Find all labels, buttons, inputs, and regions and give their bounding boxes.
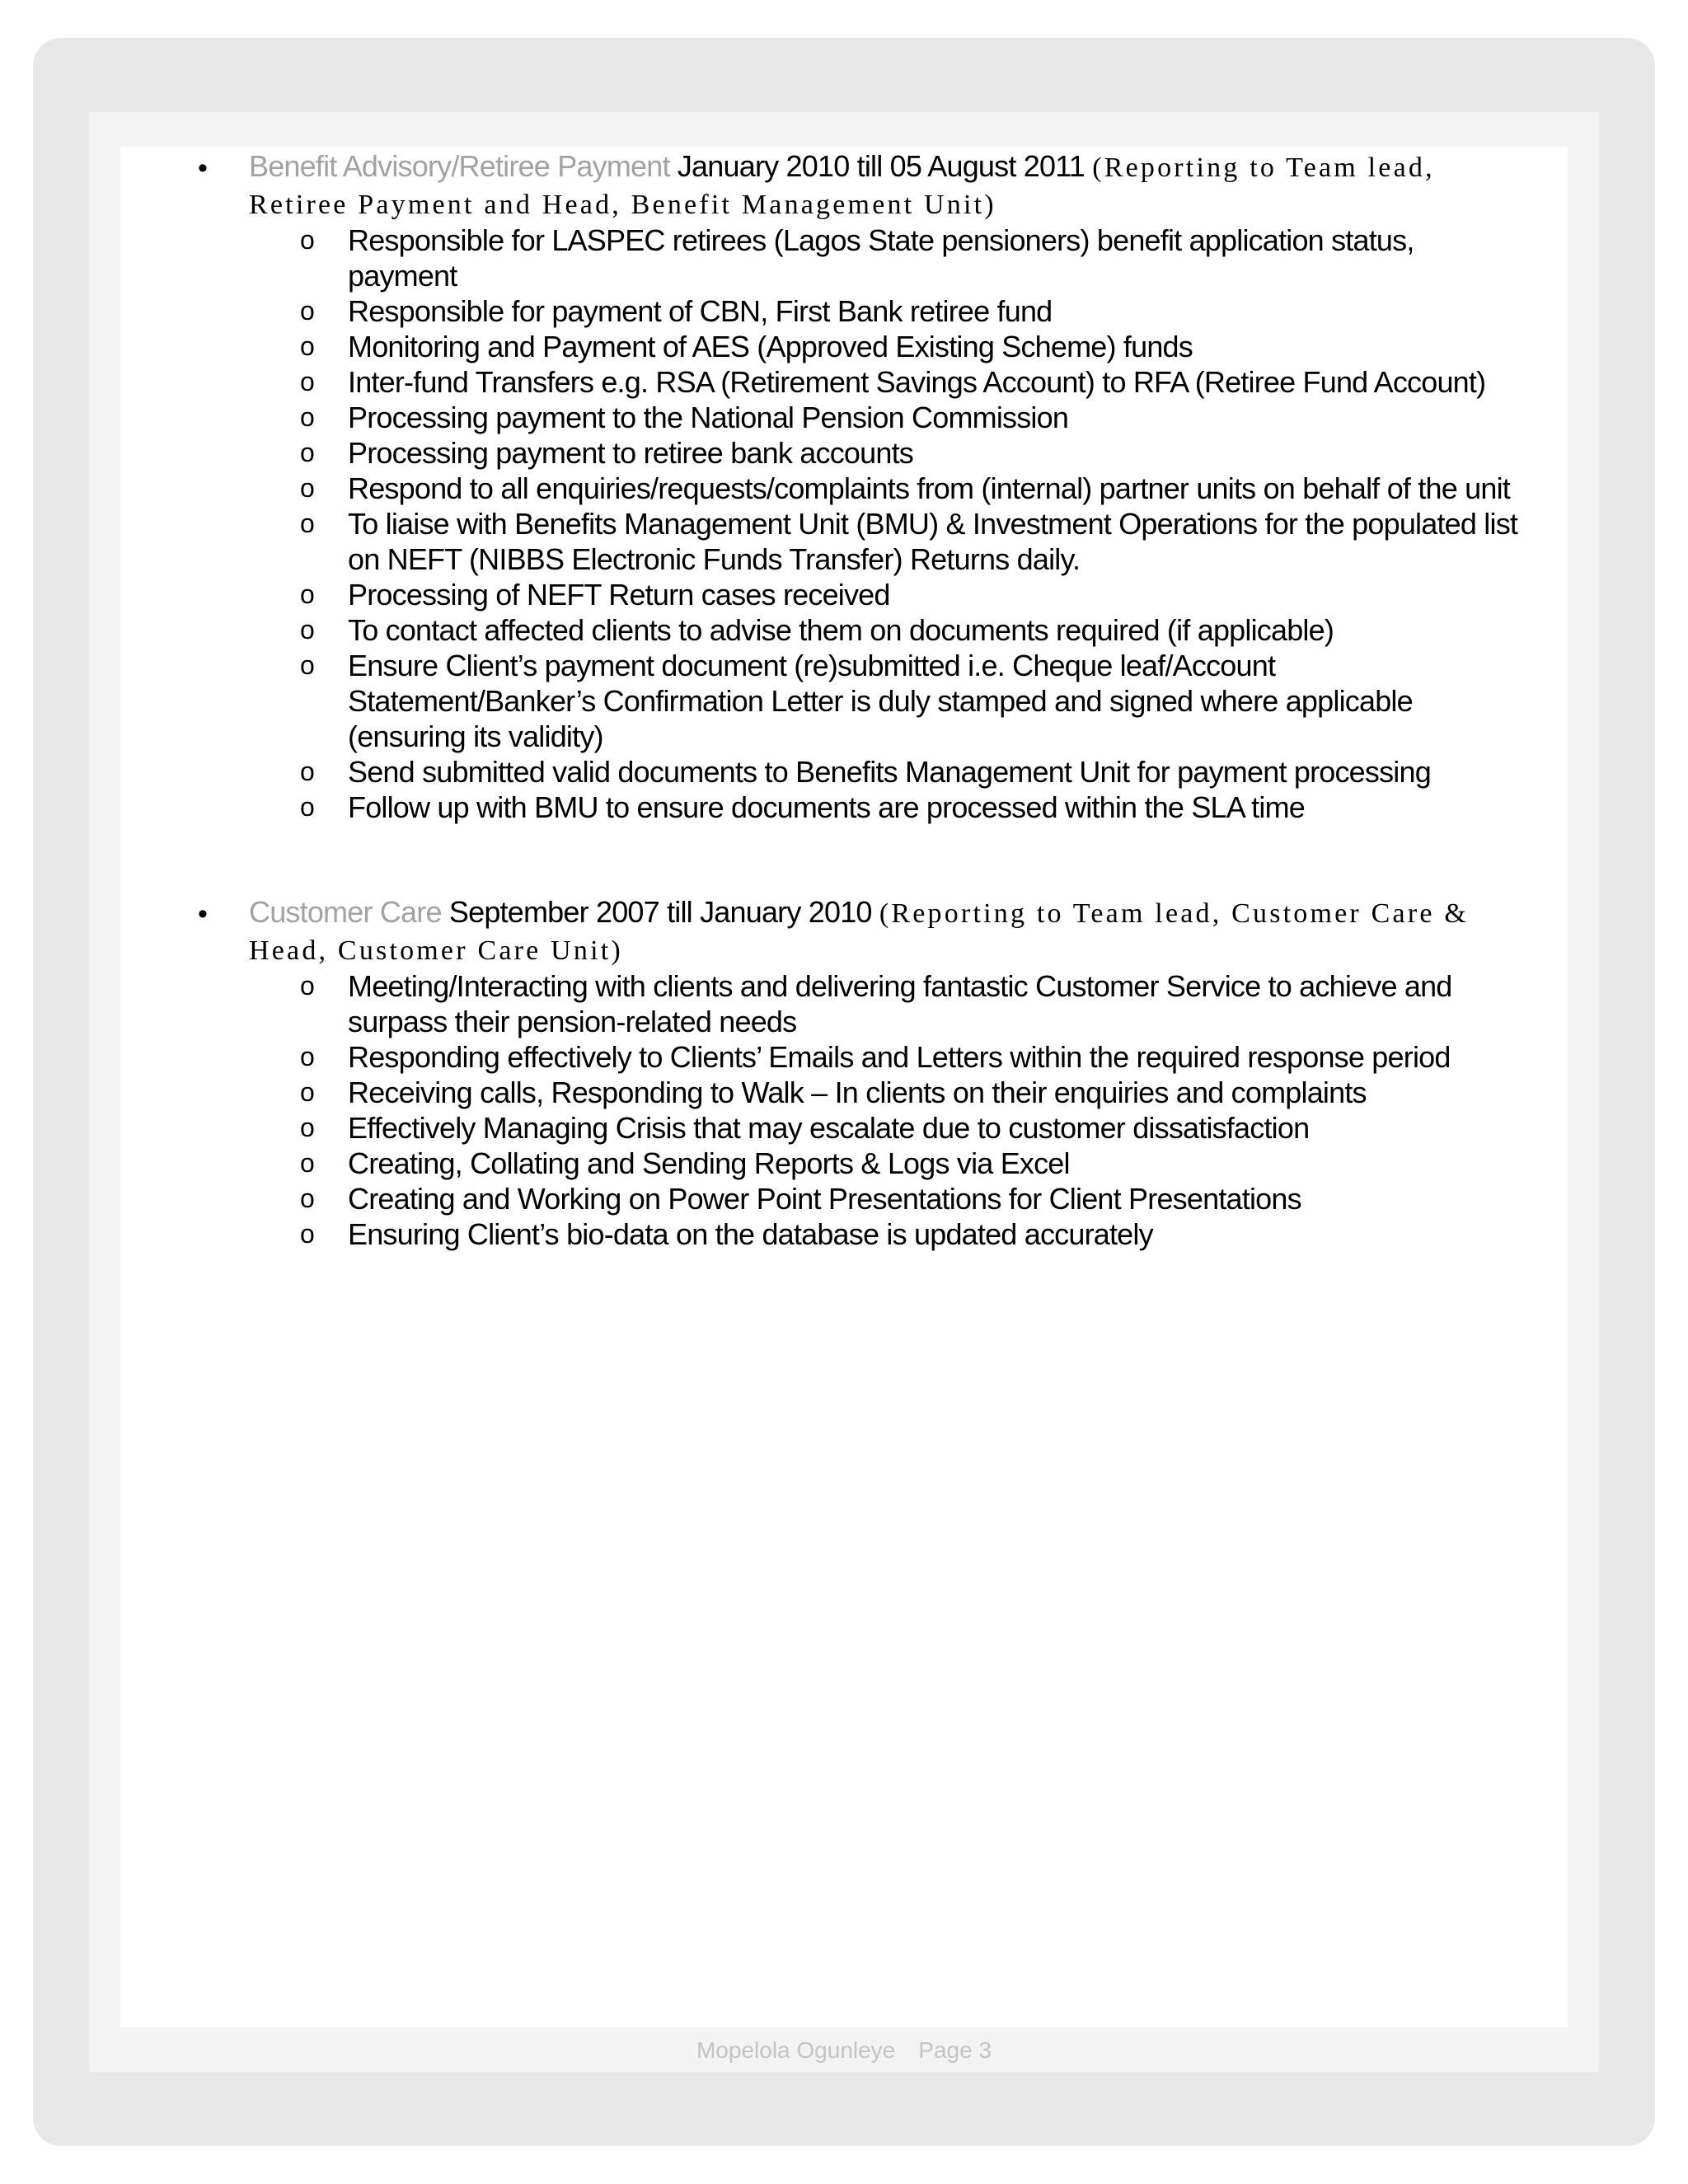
duty-text: Effectively Managing Crisis that may escalate due to customer dissatisfaction xyxy=(348,1111,1310,1145)
duty-item xyxy=(300,968,1530,1039)
duty-item xyxy=(300,1181,1530,1216)
job-entry xyxy=(195,894,1530,1252)
duty-text: Inter-fund Transfers e.g. RSA (Retirement Savings Account) to RFA (Retiree Fund Account) xyxy=(348,365,1486,399)
job-heading xyxy=(249,148,1530,223)
duty-item xyxy=(300,1216,1530,1252)
duty-item xyxy=(300,364,1530,400)
duty-item xyxy=(300,329,1530,364)
sub-bullet-icon: o xyxy=(300,650,314,680)
sub-bullet-icon: o xyxy=(300,367,314,396)
duty-item xyxy=(300,223,1530,293)
sub-bullet-icon: o xyxy=(300,792,314,822)
duty-item xyxy=(300,1039,1530,1075)
duty-text: Send submitted valid documents to Benefits Management Unit for payment processing xyxy=(348,755,1431,789)
duty-item xyxy=(300,1075,1530,1110)
duty-text: Meeting/Interacting with clients and delivering fantastic Customer Service to achieve and surpass their pension-related needs xyxy=(348,969,1452,1038)
duty-list xyxy=(249,968,1530,1252)
sub-bullet-icon: o xyxy=(300,331,314,361)
sub-bullet-icon: o xyxy=(300,402,314,432)
job-list xyxy=(195,148,1530,1252)
sub-bullet-icon: o xyxy=(300,579,314,609)
duty-text: Processing payment to retiree bank accounts xyxy=(348,436,913,470)
duty-text: Follow up with BMU to ensure documents are processed within the SLA time xyxy=(348,790,1305,824)
sub-bullet-icon: o xyxy=(300,1113,314,1142)
duty-item xyxy=(300,506,1530,577)
duty-item xyxy=(300,400,1530,435)
job-reporting-line: (Reporting to Team lead, Customer Care & Head, Customer Care Unit) xyxy=(249,898,1469,966)
sub-bullet-icon: o xyxy=(300,1077,314,1107)
sub-bullet-icon: o xyxy=(300,296,314,326)
duty-item xyxy=(300,1146,1530,1181)
duty-text: Respond to all enquiries/requests/complaints from (internal) partner units on behalf of the unit xyxy=(348,471,1511,505)
sub-bullet-icon: o xyxy=(300,1219,314,1249)
duty-text: Receiving calls, Responding to Walk – In clients on their enquiries and complaints xyxy=(348,1076,1367,1109)
job-period: January 2010 till 05 August 2011 xyxy=(677,149,1085,183)
duty-text: Processing payment to the National Pension Commission xyxy=(348,401,1069,434)
duty-item xyxy=(300,577,1530,612)
duty-text: Ensure Client’s payment document (re)submitted i.e. Cheque leaf/Account Statement/Banker’s Confirmation Letter is duly stamped and signed where applicable (ensuring its validity) xyxy=(348,649,1413,753)
sub-bullet-icon: o xyxy=(300,757,314,786)
bullet-icon: • xyxy=(198,898,208,930)
document-content xyxy=(195,148,1530,1252)
sub-bullet-icon: o xyxy=(300,615,314,644)
sub-bullet-icon: o xyxy=(300,473,314,503)
footer-author-name: Mopelola Ogunleye xyxy=(696,2037,896,2063)
job-entry xyxy=(195,148,1530,825)
duty-item xyxy=(300,293,1530,329)
sub-bullet-icon: o xyxy=(300,438,314,467)
duty-item xyxy=(300,471,1530,506)
duty-text: To liaise with Benefits Management Unit (BMU) & Investment Operations for the populated list on NEFT (NIBBS Electronic Funds Transfer) Returns daily. xyxy=(348,507,1518,576)
sub-bullet-icon: o xyxy=(300,1148,314,1178)
duty-item xyxy=(300,612,1530,648)
duty-text: Responding effectively to Clients’ Emails and Letters within the required response period xyxy=(348,1040,1451,1074)
job-reporting-line: (Reporting to Team lead, Retiree Payment and Head, Benefit Management Unit) xyxy=(249,152,1435,220)
duty-text: Creating and Working on Power Point Presentations for Client Presentations xyxy=(348,1182,1301,1216)
footer-page-number: Page 3 xyxy=(918,2037,992,2063)
duty-item xyxy=(300,790,1530,825)
sub-bullet-icon: o xyxy=(300,1042,314,1071)
page-footer xyxy=(0,2036,1688,2065)
sub-bullet-icon: o xyxy=(300,509,314,538)
duty-text: Responsible for payment of CBN, First Bank retiree fund xyxy=(348,294,1053,328)
duty-text: Processing of NEFT Return cases received xyxy=(348,578,890,612)
job-title: Customer Care xyxy=(249,895,442,929)
duty-text: To contact affected clients to advise them on documents required (if applicable) xyxy=(348,613,1334,647)
sub-bullet-icon: o xyxy=(300,225,314,255)
sub-bullet-icon: o xyxy=(300,971,314,1001)
duty-text: Monitoring and Payment of AES (Approved Existing Scheme) funds xyxy=(348,330,1193,363)
sub-bullet-icon: o xyxy=(300,1183,314,1213)
job-period: September 2007 till January 2010 xyxy=(448,895,872,929)
duty-text: Ensuring Client’s bio-data on the database is updated accurately xyxy=(348,1217,1153,1251)
bullet-icon: • xyxy=(198,152,208,184)
duty-list xyxy=(249,223,1530,825)
duty-text: Creating, Collating and Sending Reports & Logs via Excel xyxy=(348,1146,1070,1180)
job-title: Benefit Advisory/Retiree Payment xyxy=(249,149,670,183)
duty-item xyxy=(300,1110,1530,1146)
duty-item xyxy=(300,648,1530,754)
duty-item xyxy=(300,754,1530,790)
job-heading xyxy=(249,894,1530,968)
duty-item xyxy=(300,435,1530,471)
duty-text: Responsible for LASPEC retirees (Lagos State pensioners) benefit application status, payment xyxy=(348,223,1414,293)
